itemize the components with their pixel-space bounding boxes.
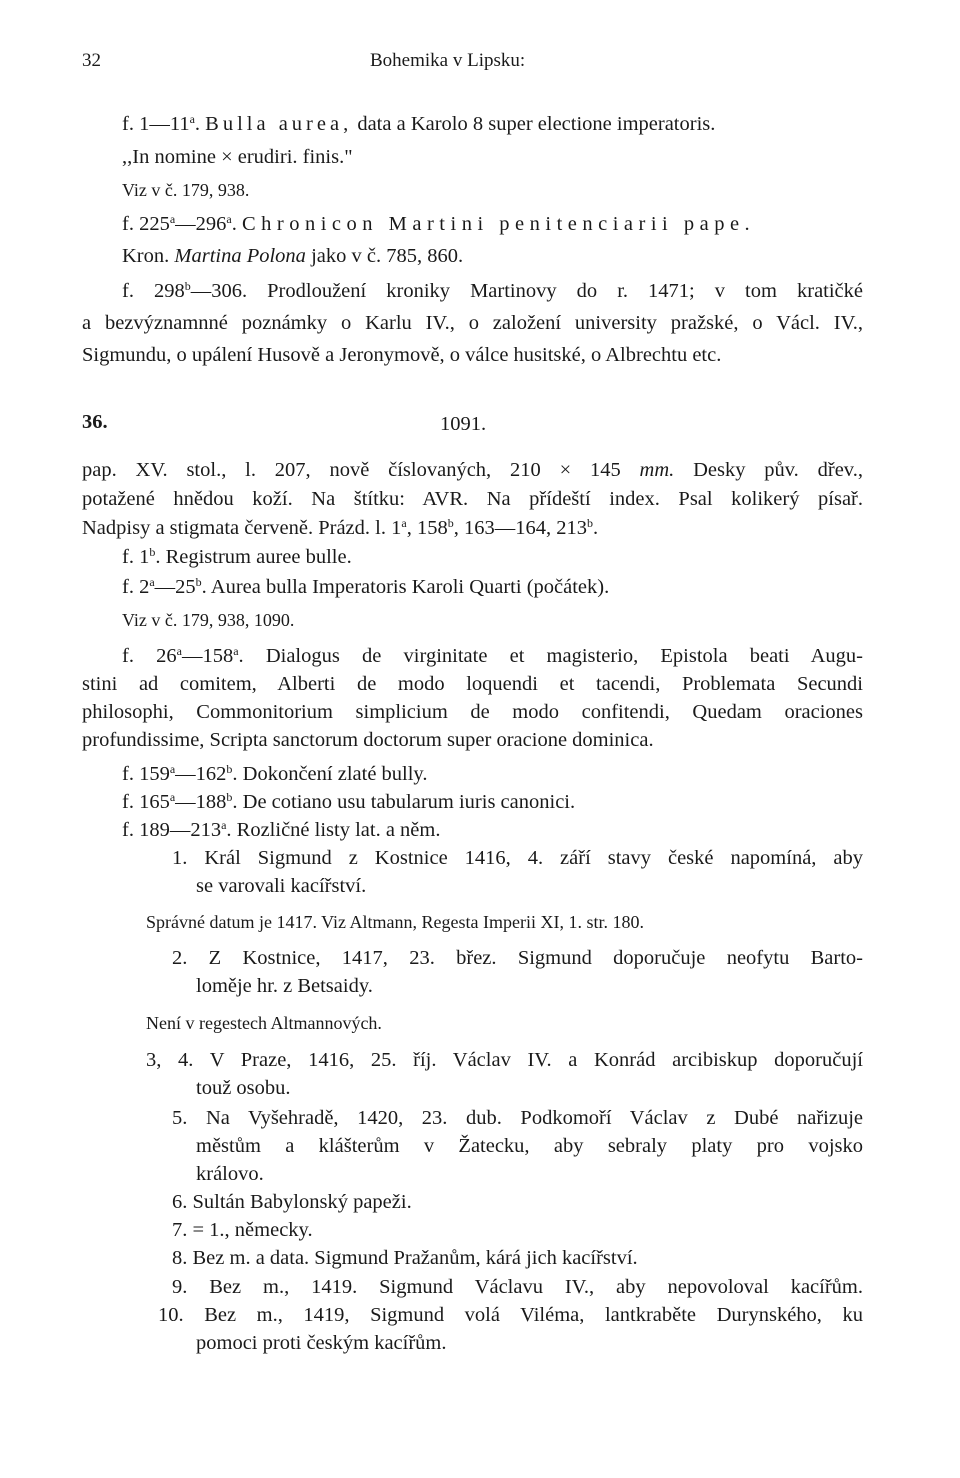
- list-item: 6. Sultán Babylonský papeži.: [172, 1191, 412, 1213]
- folio-line: profundissime, Scripta sanctorum doctorum super oracione dominica.: [82, 729, 654, 751]
- folio-line: f. 165$^a$—188$^b$. De cotiano usu tabularum iuris canonici.: [122, 790, 576, 813]
- list-item: touž osobu.: [196, 1077, 291, 1099]
- manuscript-line: f. 225$^a$—296$^a$. Chronicon Martini penitenciarii pape.: [122, 212, 756, 235]
- folio-line: f. 159$^a$—162$^b$. Dokončení zlaté bully.: [122, 762, 428, 785]
- entry-title: 1091.: [440, 413, 487, 435]
- list-item: pomoci proti českým kacířům.: [196, 1332, 447, 1354]
- page-number: 32: [82, 50, 101, 71]
- list-item: 3, 4. V Praze, 1416, 25. říj. Václav IV. a Konrád arcibiskup doporučují: [146, 1049, 863, 1071]
- list-item: loměje hr. z Betsaidy.: [196, 975, 373, 997]
- manuscript-line: f. 298$^b$—306. Prodloužení kroniky Martinovy do r. 1471; v tom kratičké: [122, 279, 864, 302]
- folio-line: philosophi, Commonitorium simplicium de modo confitendi, Quedam oraciones: [82, 701, 863, 723]
- list-item: 1. Král Sigmund z Kostnice 1416, 4. září stavy české napomíná, aby: [172, 847, 863, 869]
- folio-line: stini ad comitem, Alberti de modo loquendi et tacendi, Problemata Secundi: [82, 673, 863, 695]
- folio-line: f. 2$^a$—25$^b$. Aurea bulla Imperatoris Karoli Quarti (počátek).: [122, 575, 610, 598]
- list-item: 9. Bez m., 1419. Sigmund Václavu IV., aby nepovoloval kacířům.: [172, 1276, 863, 1298]
- folio-line: f. 1$^b$. Registrum auree bulle.: [122, 545, 352, 568]
- editor-note: Není v regestech Altmannových.: [146, 1013, 382, 1033]
- description-line: Nadpisy a stigmata červeně. Prázd. l. 1$^a$, 158$^b$, 163—164, 213$^b$.: [82, 516, 599, 539]
- reference-note: Viz v č. 179, 938.: [122, 180, 250, 200]
- list-item: městům a klášterům v Žatecku, aby sebraly platy pro vojsko: [196, 1135, 863, 1157]
- list-item: 5. Na Vyšehradě, 1420, 23. dub. Podkomoří Václav z Dubé nařizuje: [172, 1107, 863, 1129]
- manuscript-line: Sigmundu, o upálení Husově a Jeronymově, o válce husitské, o Albrechtu etc.: [82, 344, 722, 366]
- editor-note: Správné datum je 1417. Viz Altmann, Regesta Imperii XI, 1. str. 180.: [146, 912, 645, 932]
- list-item: se varovali kacířství.: [196, 875, 367, 897]
- manuscript-line: Kron. Martina Polona jako v č. 785, 860.: [122, 245, 464, 267]
- running-title: Bohemika v Lipsku:: [370, 50, 526, 71]
- list-item: 8. Bez m. a data. Sigmund Pražanům, kárá jich kacířství.: [172, 1247, 638, 1269]
- manuscript-line: f. 1—11$^a$. Bulla aurea, data a Karolo 8 super electione imperatoris.: [122, 112, 716, 135]
- reference-note: Viz v č. 179, 938, 1090.: [122, 610, 295, 630]
- list-item: 10. Bez m., 1419, Sigmund volá Viléma, lantkraběte Durynského, ku: [158, 1304, 863, 1326]
- folio-line: f. 26$^a$—158$^a$. Dialogus de virginitate et magisterio, Epistola beati Augu-: [122, 644, 863, 667]
- manuscript-line: a bezvýznamnné poznámky o Karlu IV., o založení university pražské, o Václ. IV.,: [82, 312, 863, 334]
- list-item: královo.: [196, 1163, 264, 1185]
- description-line: potažené hnědou koží. Na štítku: AVR. Na přídeští index. Psal kolikerý písař.: [82, 488, 863, 510]
- description-line: pap. XV. stol., l. 207, nově číslovaných, 210 × 145 mm. Desky pův. dřev.,: [82, 459, 863, 481]
- list-item: 7. = 1., německy.: [172, 1219, 313, 1241]
- manuscript-line: ,,In nomine × erudiri. finis.": [122, 146, 353, 168]
- list-item: 2. Z Kostnice, 1417, 23. břez. Sigmund doporučuje neofytu Barto-: [172, 947, 863, 969]
- entry-number: 36.: [82, 411, 108, 433]
- folio-line: f. 189—213$^a$. Rozličné listy lat. a něm.: [122, 818, 441, 841]
